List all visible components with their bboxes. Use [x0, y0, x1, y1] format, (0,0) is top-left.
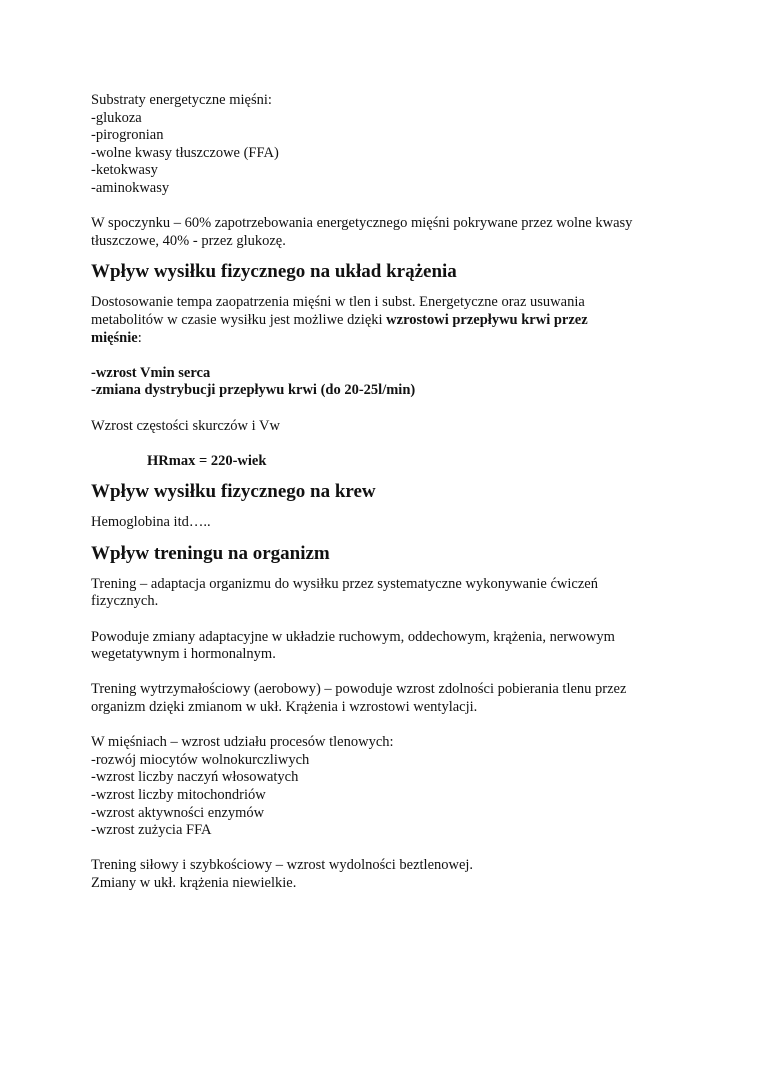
- frequency-line: Wzrost częstości skurczów i Vw: [91, 417, 280, 434]
- adaptations-line-2: wegetatywnym i hormonalnym.: [91, 646, 276, 663]
- substrates-block: [91, 92, 691, 198]
- rest-line-1: W spoczynku – 60% zapotrzebowania energetycznego mięśni pokrywane przez wolne kwasy: [91, 215, 633, 232]
- circulation-line-2-bold: wzrostowi przepływu krwi przez: [386, 311, 588, 328]
- muscles-item: -wzrost zużycia FFA: [91, 822, 212, 839]
- training-adaptations: [91, 629, 691, 664]
- circulation-line-2-normal: metabolitów w czasie wysiłku jest możliwe dzięki: [91, 311, 387, 328]
- muscles-item: -wzrost aktywności enzymów: [91, 804, 265, 821]
- section-heading-blood: Wpływ wysiłku fizycznego na krew: [91, 481, 376, 503]
- muscles-item: -wzrost liczby mitochondriów: [91, 787, 266, 803]
- substrates-title: Substraty energetyczne mięśni:: [91, 92, 272, 108]
- circulation-line-1: Dostosowanie tempa zaopatrzenia mięśni w tlen i subst. Energetyczne oraz usuwania: [91, 294, 585, 311]
- document-page: [91, 92, 691, 893]
- training-def-line-2: fizycznych.: [91, 593, 159, 610]
- muscles-block: [91, 734, 691, 840]
- muscles-item: -rozwój miocytów wolnokurczliwych: [91, 751, 310, 768]
- strength-line-1: Trening siłowy i szybkościowy – wzrost wydolności beztlenowej.: [91, 857, 474, 874]
- substrate-item: -glukoza: [91, 109, 142, 126]
- circulation-bullets: [91, 365, 691, 400]
- substrate-item: -ketokwasy: [91, 162, 158, 179]
- circulation-line-3-bold: mięśnie: [91, 329, 138, 346]
- training-def-line-1: Trening – adaptacja organizmu do wysiłku przez systematyczne wykonywanie ćwiczeń: [91, 575, 598, 592]
- circulation-bullet-1: -wzrost Vmin serca: [91, 364, 211, 381]
- substrate-item: -pirogronian: [91, 127, 164, 144]
- strength-training: [91, 857, 691, 892]
- training-definition: [91, 576, 691, 611]
- endurance-line-2: organizm dzięki zmianom w ukł. Krążenia i wzrostowi wentylacji.: [91, 699, 478, 716]
- strength-line-2: Zmiany w ukł. krążenia niewielkie.: [91, 874, 297, 891]
- adaptations-line-1: Powoduje zmiany adaptacyjne w układzie ruchowym, oddechowym, krążenia, nerwowym: [91, 628, 615, 645]
- circulation-line-3-end: :: [137, 329, 142, 346]
- endurance-training: [91, 681, 691, 716]
- circulation-line-3: [91, 330, 691, 348]
- circulation-line-2: [91, 312, 691, 330]
- blood-text: Hemoglobina itd…..: [91, 514, 211, 531]
- hrmax-formula: HRmax = 220-wiek: [147, 452, 267, 469]
- rest-line-2: tłuszczowe, 40% - przez glukozę.: [91, 232, 286, 249]
- section-heading-circulation: Wpływ wysiłku fizycznego na układ krążenia: [91, 261, 457, 283]
- muscles-title: W mięśniach – wzrost udziału procesów tlenowych:: [91, 734, 394, 751]
- substrate-item: -aminokwasy: [91, 179, 170, 196]
- circulation-paragraph: [91, 294, 691, 347]
- section-heading-training: Wpływ treningu na organizm: [91, 542, 330, 564]
- circulation-bullet-2: -zmiana dystrybucji przepływu krwi (do 20-25l/min): [91, 382, 416, 399]
- endurance-line-1: Trening wytrzymałościowy (aerobowy) – powoduje wzrost zdolności pobierania tlenu przez: [91, 681, 627, 698]
- muscles-item: -wzrost liczby naczyń włosowatych: [91, 769, 299, 786]
- rest-paragraph: [91, 215, 691, 250]
- substrate-item: -wolne kwasy tłuszczowe (FFA): [91, 144, 279, 161]
